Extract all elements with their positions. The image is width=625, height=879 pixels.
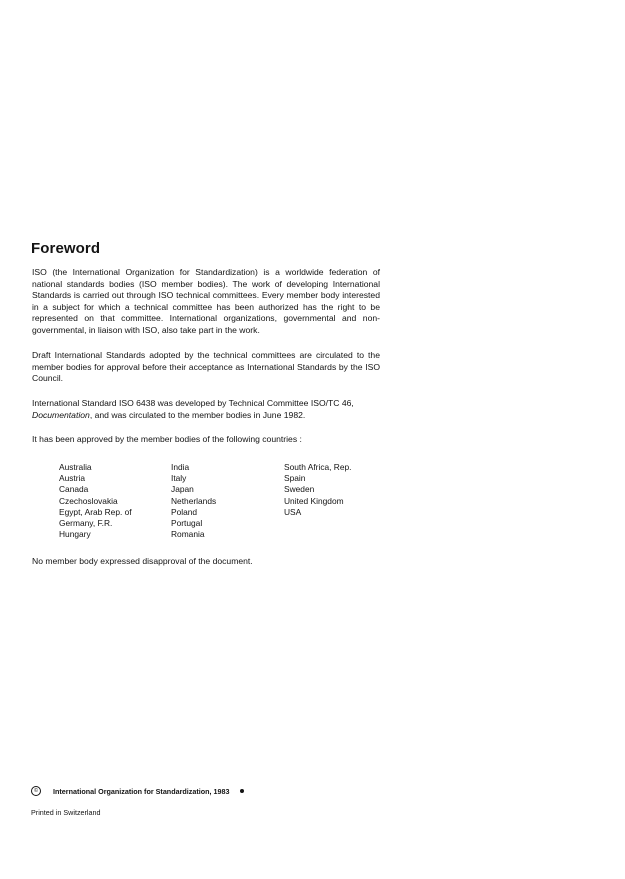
country-item: Sweden — [284, 484, 315, 495]
country-item: Italy — [171, 473, 187, 484]
country-item: Austria — [59, 473, 86, 484]
country-item: United Kingdom — [284, 495, 344, 506]
copyright-line — [31, 786, 244, 796]
country-item: Czechoslovakia — [59, 495, 118, 506]
page-title: Foreword — [31, 240, 101, 257]
paragraph-approval: It has been approved by the member bodies of the following countries : — [32, 434, 302, 444]
country-item: Hungary — [59, 529, 91, 540]
country-item: Romania — [171, 529, 205, 540]
country-column-2 — [171, 462, 216, 540]
country-item: Portugal — [171, 518, 203, 529]
copyright-text: International Organization for Standardization, 1983 — [53, 786, 230, 796]
printed-location: Printed in Switzerland — [31, 808, 101, 817]
country-item: Australia — [59, 462, 92, 472]
bullet-icon — [240, 789, 244, 793]
country-item: Netherlands — [171, 495, 217, 506]
country-item: Poland — [171, 506, 198, 517]
development-text-end: , and was circulated to the member bodies in June 1982. — [89, 409, 306, 420]
development-text-start: International Standard ISO 6438 was developed by Technical Committee ISO/TC 46, — [32, 398, 354, 408]
country-item: India — [171, 462, 190, 472]
paragraph-iso-description: ISO (the International Organization for Standardization) is a worldwide federation of national standards bodies (ISO member bodies). The work of developing International Standards is carried out through ISO technical committees. Every member body interested in a subject for which a technical committee has been authorized has the right to be represented on that committee. International organizations, governmental and non-governmental, in liaison with ISO, also take part in the work. — [32, 267, 380, 335]
country-item: South Africa, Rep. — [284, 462, 352, 472]
country-item: Germany, F.R. — [59, 518, 113, 529]
copyright-icon: © — [31, 786, 41, 796]
country-column-3 — [284, 462, 352, 518]
committee-name: Documentation — [32, 409, 90, 420]
paragraph-development — [32, 398, 380, 421]
country-item: Japan — [171, 484, 194, 495]
paragraph-no-disapproval: No member body expressed disapproval of the document. — [32, 556, 253, 566]
country-item: Egypt, Arab Rep. of — [59, 506, 132, 517]
paragraph-draft-standards: Draft International Standards adopted by the technical committees are circulated to the member bodies for approval before their acceptance as International Standards by the ISO Council. — [32, 350, 380, 384]
country-item: USA — [284, 506, 302, 517]
country-item: Spain — [284, 473, 306, 484]
country-item: Canada — [59, 484, 89, 495]
country-column-1 — [59, 462, 132, 540]
